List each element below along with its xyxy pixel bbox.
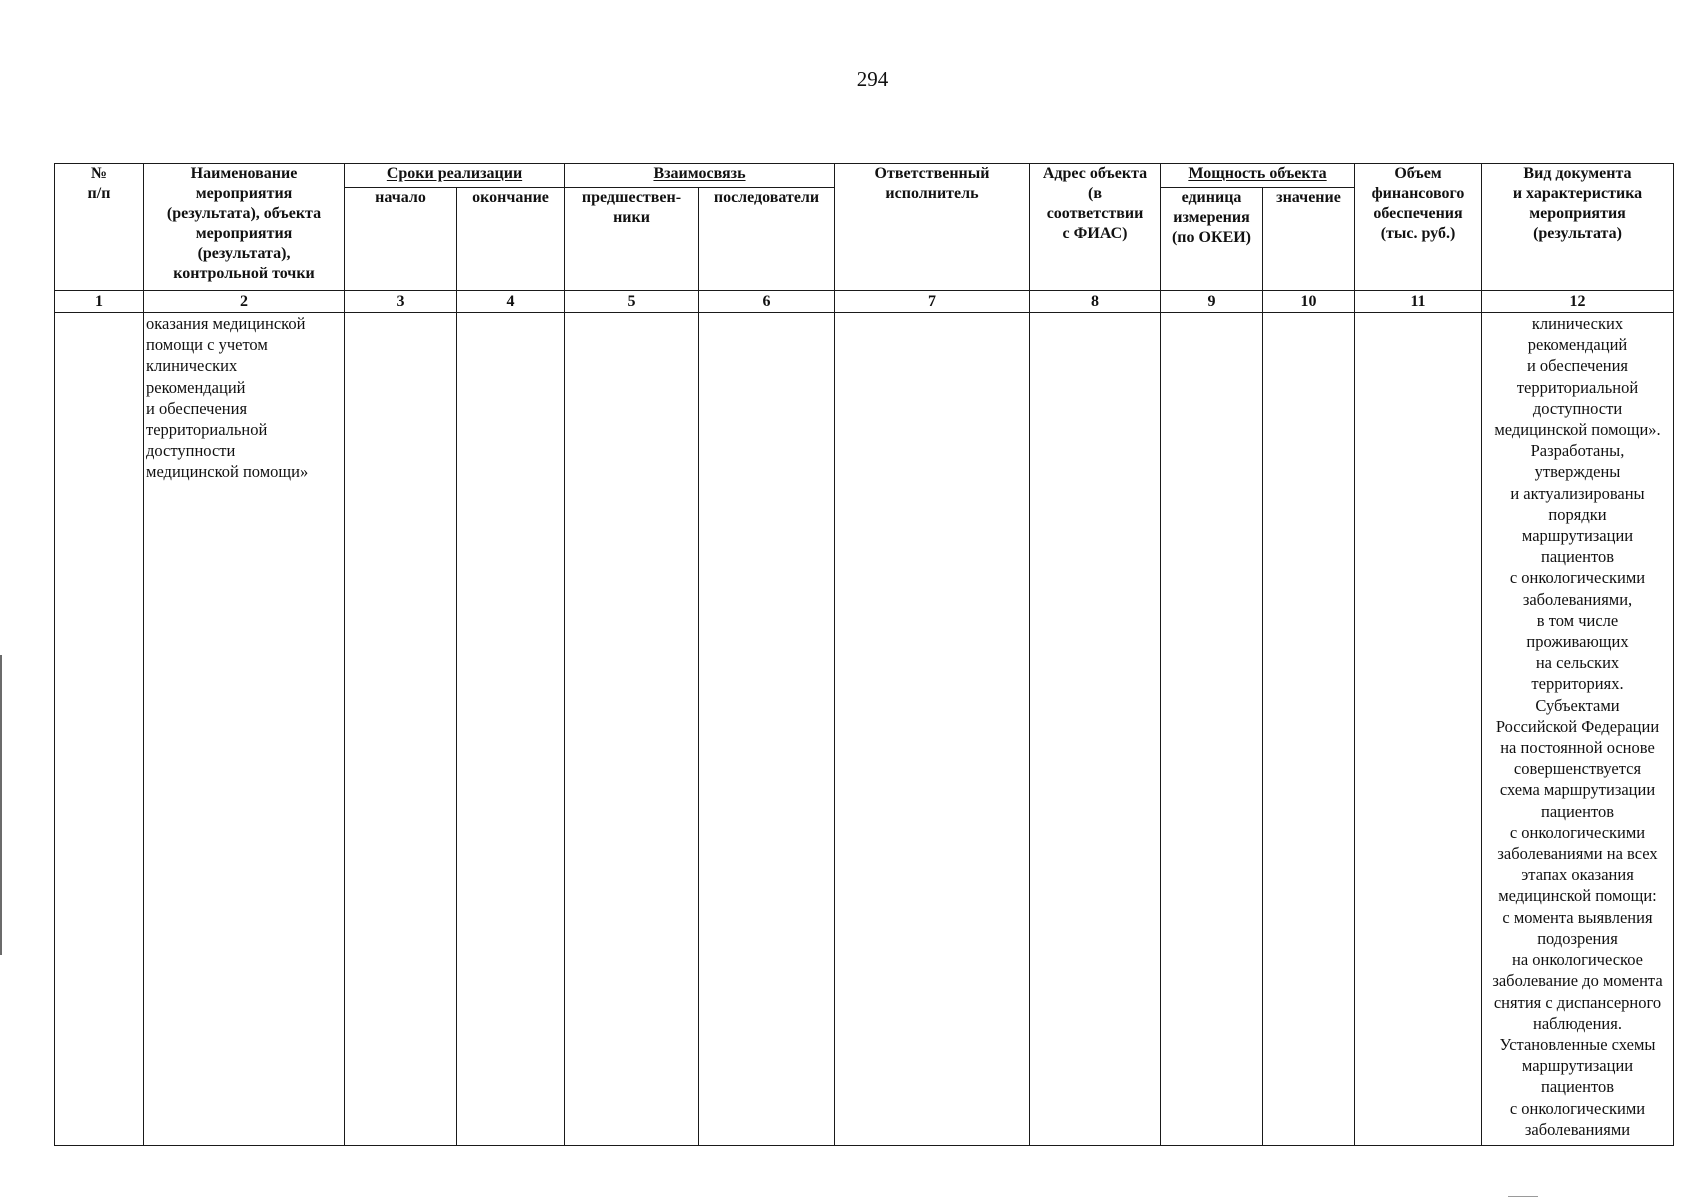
cell-num	[55, 313, 144, 1146]
header-unit-line: единица	[1181, 189, 1242, 206]
header-name-line: контрольной точки	[173, 265, 315, 282]
cell-document	[1482, 313, 1674, 1146]
plan-table	[54, 163, 1674, 1146]
text-line: рекомендаций	[1527, 335, 1628, 355]
column-number: 9	[1161, 291, 1263, 313]
page-number: 294	[856, 67, 889, 91]
text-line: клинических	[1531, 314, 1624, 333]
table-row	[55, 313, 1674, 1146]
text-line: заболевание до момента	[1492, 971, 1663, 991]
column-number: 6	[699, 291, 835, 313]
header-value: значение	[1263, 188, 1355, 291]
header-unit-line: измерения	[1173, 209, 1250, 226]
header-funding-line: обеспечения	[1373, 205, 1463, 222]
text-line: маршрутизации	[1521, 1056, 1634, 1076]
text-line: на постоянной основе	[1500, 738, 1655, 758]
header-address-line: с ФИАС)	[1062, 225, 1128, 242]
text-line: на онкологическое	[1512, 950, 1643, 970]
text-line: и актуализированы	[1510, 483, 1645, 503]
column-number: 7	[835, 291, 1030, 313]
text-line: пациентов	[1540, 801, 1614, 821]
header-end: окончание	[457, 188, 565, 291]
column-number: 4	[457, 291, 565, 313]
header-name	[144, 164, 345, 291]
text-line: утверждены	[1534, 462, 1621, 482]
text-line: этапах оказания	[1521, 865, 1634, 885]
header-document-line: Вид документа	[1523, 165, 1632, 182]
header-address-line: соответствии	[1046, 205, 1144, 222]
text-line: подозрения	[1537, 928, 1618, 948]
text-line: пациентов	[1540, 547, 1614, 567]
header-document-line: мероприятия	[1529, 205, 1626, 222]
header-predecessors-line: предшествен-	[581, 189, 682, 206]
text-line: рекомендаций	[146, 377, 246, 397]
name-lines	[146, 313, 342, 483]
header-num-line: п/п	[87, 185, 111, 202]
header-document-line: (результата)	[1533, 225, 1622, 242]
header-funding	[1355, 164, 1482, 291]
text-line: порядки	[1548, 504, 1607, 524]
column-number: 5	[565, 291, 699, 313]
text-line: оказания медицинской	[146, 314, 306, 333]
header-timing: Сроки реализации	[345, 164, 565, 188]
header-num-line: №	[90, 165, 108, 182]
text-line: доступности	[146, 441, 236, 461]
column-number: 1	[55, 291, 144, 313]
header-executor-line: исполнитель	[885, 185, 979, 202]
text-line: проживающих	[1526, 632, 1629, 652]
cell-value	[1263, 313, 1355, 1146]
text-line: на сельских	[1535, 653, 1620, 673]
text-line: с онкологическими	[1509, 822, 1646, 842]
cell-start	[345, 313, 457, 1146]
header-name-line: мероприятия	[195, 225, 293, 242]
text-line: территориальной	[1516, 377, 1639, 397]
text-line: наблюдения.	[1533, 1013, 1622, 1033]
cell-address	[1030, 313, 1161, 1146]
text-line: заболеваниями	[1524, 1119, 1631, 1139]
column-number-row	[55, 291, 1674, 313]
text-line: и обеспечения	[1526, 356, 1629, 376]
header-unit	[1161, 188, 1263, 291]
header-successors: последователи	[699, 188, 835, 291]
header-num	[55, 164, 144, 291]
text-line: схема маршрутизации	[1499, 780, 1656, 800]
header-address	[1030, 164, 1161, 291]
header-relation: Взаимосвязь	[565, 164, 835, 188]
text-line: совершенствуется	[1513, 759, 1642, 779]
column-number: 2	[144, 291, 345, 313]
text-line: с момента выявления	[1502, 907, 1653, 927]
header-name-line: мероприятия	[195, 185, 293, 202]
cell-predecessors	[565, 313, 699, 1146]
header-funding-line: (тыс. руб.)	[1380, 225, 1456, 242]
header-predecessors-line: ники	[613, 209, 650, 226]
text-line: доступности	[1532, 398, 1623, 418]
header-executor-line: Ответственный	[874, 165, 990, 182]
text-line: и обеспечения	[146, 398, 248, 418]
column-number: 10	[1263, 291, 1355, 313]
text-line: медицинской помощи»	[146, 462, 309, 482]
column-number: 3	[345, 291, 457, 313]
text-line: с онкологическими	[1509, 1098, 1646, 1118]
text-line: заболеваниями на всех	[1497, 844, 1658, 864]
header-name-line: (результата),	[197, 245, 291, 262]
header-address-line: Адрес объекта	[1042, 165, 1148, 182]
header-unit-line: (по ОКЕИ)	[1171, 229, 1252, 246]
header-address-line: (в	[1088, 185, 1102, 202]
cell-unit	[1161, 313, 1263, 1146]
header-name-line: (результата), объекта	[166, 205, 322, 222]
column-number: 8	[1030, 291, 1161, 313]
text-line: Российской Федерации	[1495, 716, 1660, 736]
text-line: снятия с диспансерного	[1493, 992, 1662, 1012]
text-line: с онкологическими	[1509, 568, 1646, 588]
text-line: территориальной	[146, 420, 268, 440]
text-line: Субъектами	[1535, 695, 1620, 715]
text-line: пациентов	[1540, 1077, 1614, 1097]
text-line: медицинской помощи».	[1494, 420, 1661, 440]
column-number: 11	[1355, 291, 1482, 313]
cell-executor	[835, 313, 1030, 1146]
text-line: территориях.	[1531, 674, 1624, 694]
cell-name	[144, 313, 345, 1146]
text-line: помощи с учетом	[146, 335, 268, 355]
header-name-line: Наименование	[190, 165, 298, 182]
text-line: Установленные схемы	[1499, 1034, 1656, 1054]
header-predecessors	[565, 188, 699, 291]
header-document	[1482, 164, 1674, 291]
cell-end	[457, 313, 565, 1146]
text-line: клинических	[146, 356, 238, 376]
header-capacity: Мощность объекта	[1161, 164, 1355, 188]
text-line: заболеваниями,	[1522, 589, 1633, 609]
scan-artifact-line	[1508, 1196, 1538, 1197]
header-document-line: и характеристика	[1512, 185, 1643, 202]
text-line: Разработаны,	[1530, 441, 1625, 461]
document-lines	[1484, 313, 1671, 1140]
cell-funding	[1355, 313, 1482, 1146]
text-line: маршрутизации	[1521, 526, 1634, 546]
text-line: медицинской помощи:	[1498, 886, 1657, 906]
scan-edge-mark	[0, 655, 2, 955]
header-funding-line: Объем	[1394, 165, 1442, 182]
column-number: 12	[1482, 291, 1674, 313]
header-executor	[835, 164, 1030, 291]
text-line: в том числе	[1536, 610, 1619, 630]
cell-successors	[699, 313, 835, 1146]
header-start: начало	[345, 188, 457, 291]
header-funding-line: финансового	[1371, 185, 1465, 202]
